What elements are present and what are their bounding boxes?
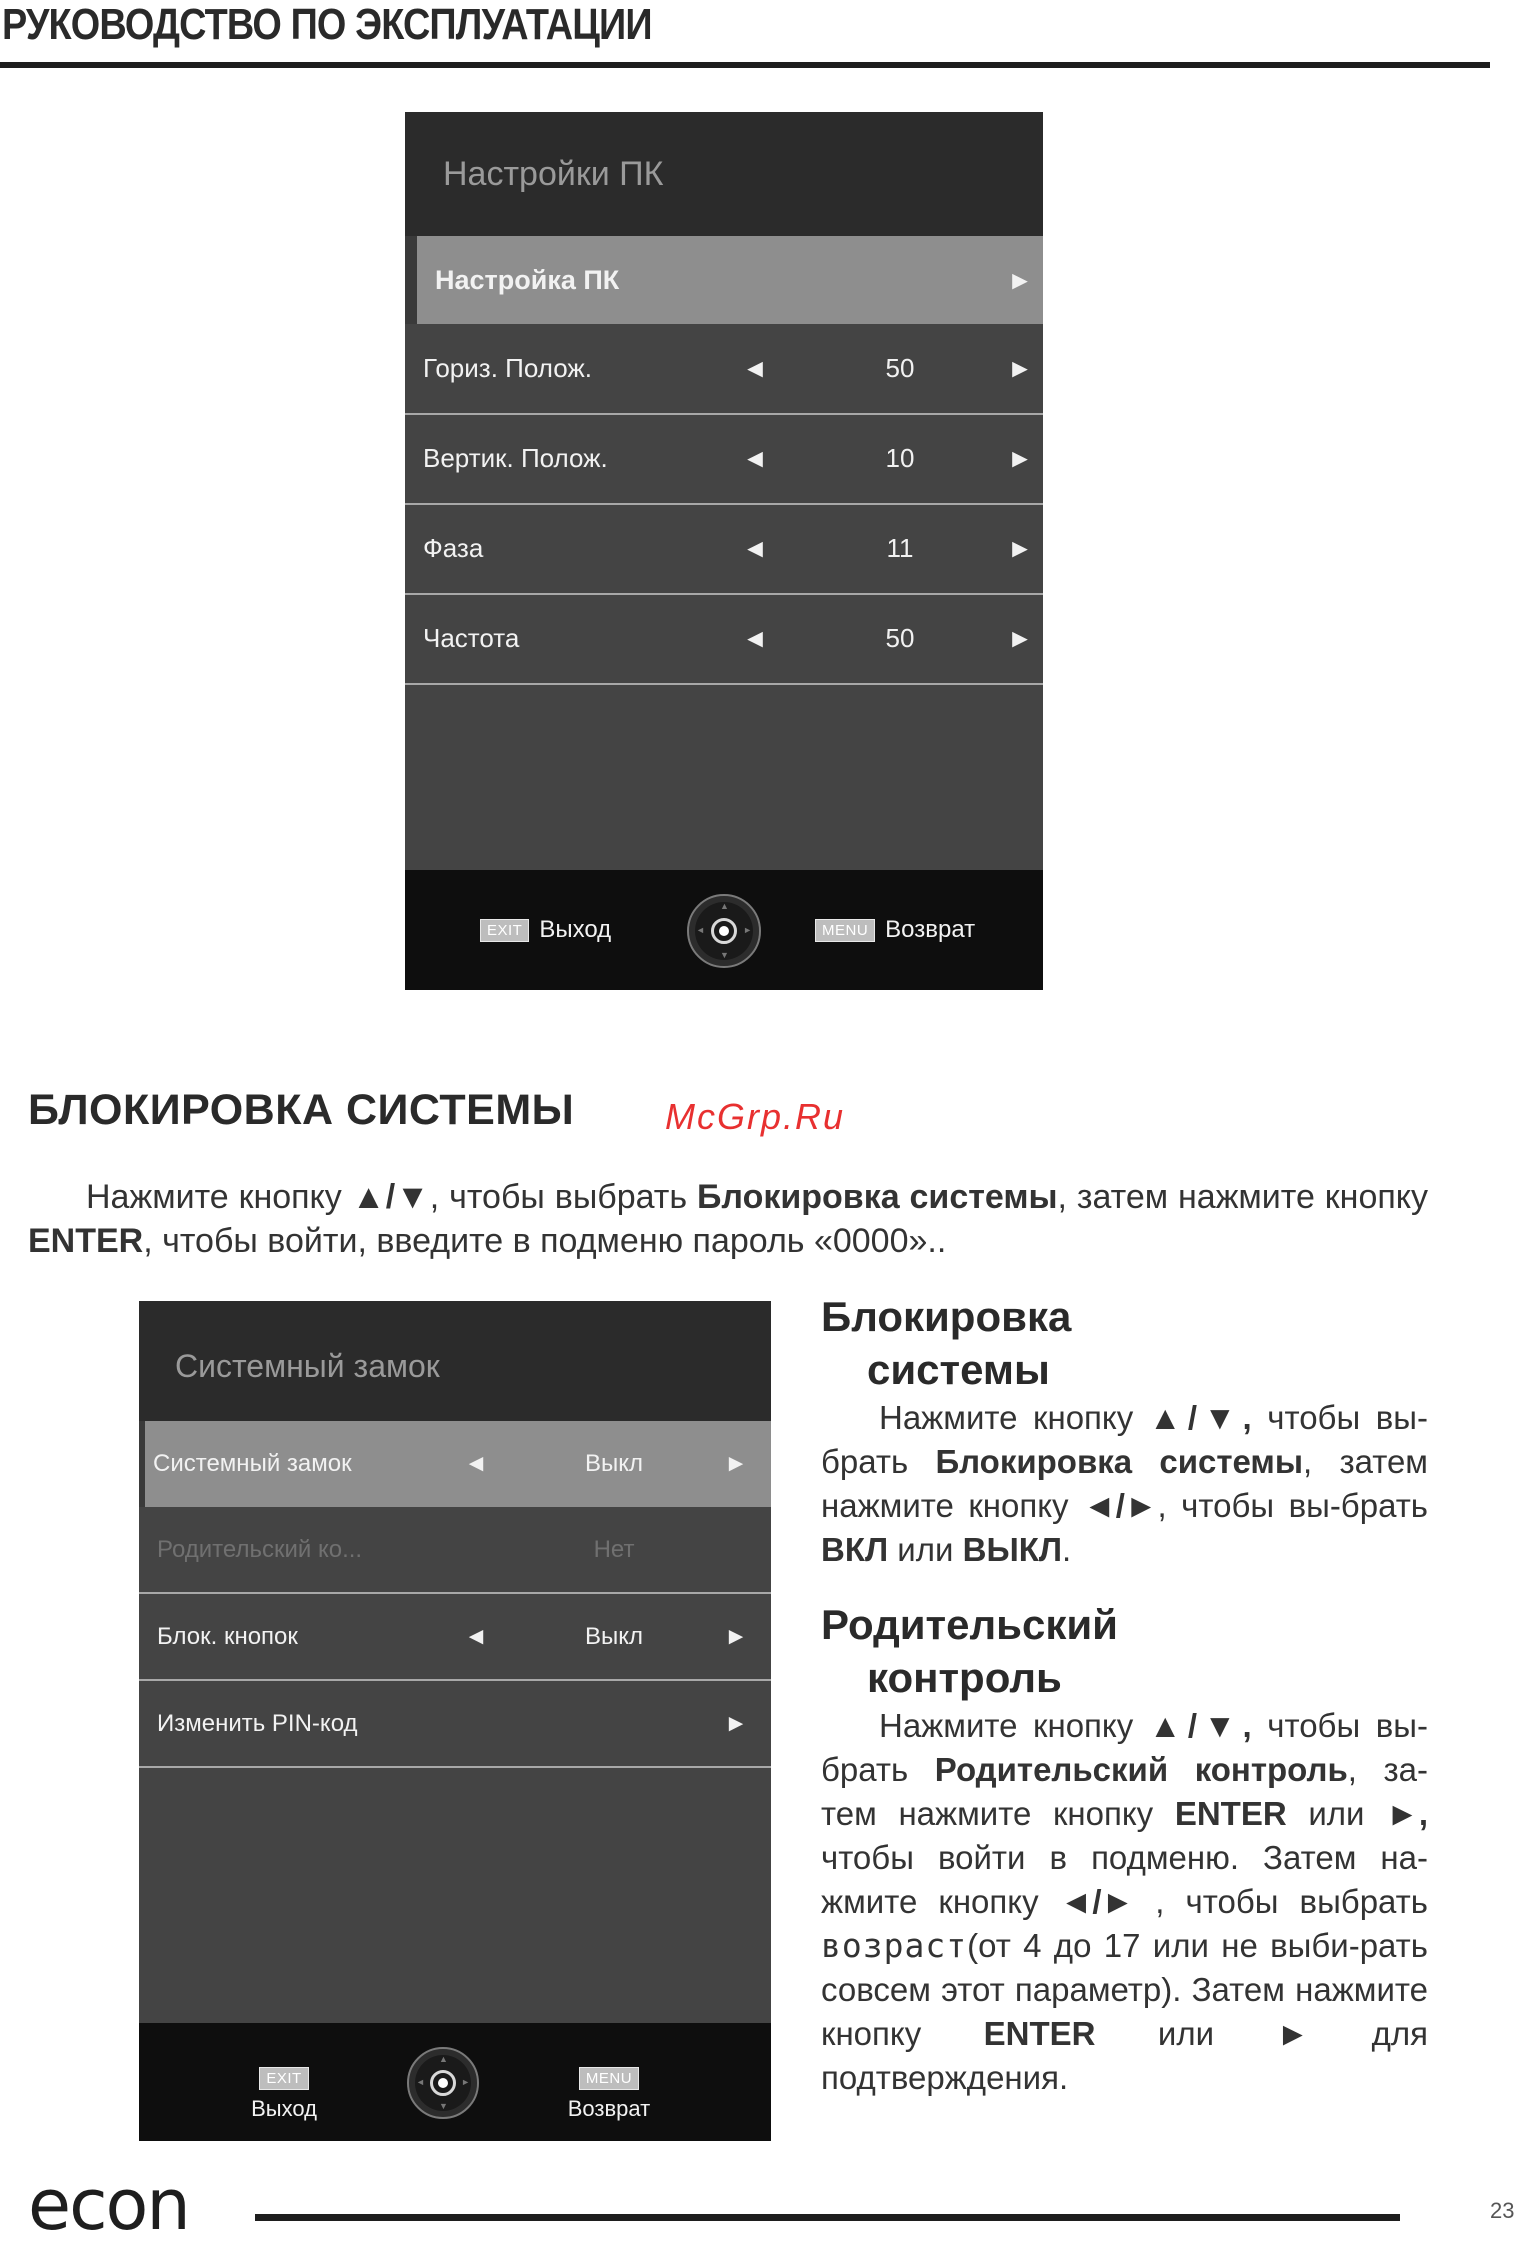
parental-description xyxy=(821,1598,1428,2100)
menu-row-system-lock[interactable] xyxy=(139,1421,771,1507)
row-value: 10 xyxy=(885,443,915,473)
econ-logo: econ xyxy=(28,2164,189,2246)
row-value: Нет xyxy=(593,1535,635,1563)
arrow-right-icon[interactable]: ► xyxy=(724,1622,748,1650)
menu-row-parental-control xyxy=(139,1507,771,1594)
menu-key-icon: MENU xyxy=(579,2067,639,2090)
page-number: 23 xyxy=(1490,2198,1515,2223)
row-label: Фаза xyxy=(423,533,484,563)
arrow-right-icon[interactable]: ► xyxy=(724,1709,748,1737)
joystick-icon: ▲ ▼ ◄ ► xyxy=(407,2047,479,2119)
menu-return-hint[interactable] xyxy=(559,2063,659,2122)
parental-heading-line2: контроль xyxy=(867,1654,1062,1701)
row-label: Родительский ко... xyxy=(157,1535,363,1563)
arrow-left-icon xyxy=(461,1681,491,1766)
exit-key-icon: EXIT xyxy=(480,919,529,942)
row-value: 50 xyxy=(885,353,915,383)
system-lock-menu xyxy=(139,1301,771,2141)
lock-heading-line2: системы xyxy=(867,1346,1050,1393)
menu-footer xyxy=(139,2023,771,2141)
menu-return-hint[interactable] xyxy=(815,916,975,944)
parental-heading-line1: Родительский xyxy=(821,1601,1118,1648)
lock-description xyxy=(821,1290,1428,1572)
exit-label: Выход xyxy=(251,2096,317,2121)
arrow-right-icon xyxy=(721,1507,751,1592)
arrow-right-icon[interactable]: ► xyxy=(1007,533,1033,563)
parental-paragraph: Нажмите кнопку ▲/▼, чтобы вы-брать Родительский контроль, за-тем нажмите кнопку ENTER или ►, чтобы войти в подменю. Затем на-жмите кнопку ◄/► , чтобы выбрать возраст(от 4 до 17 или не выби-рать совсем этот параметр). Затем нажмите кнопку ENTER или ► для подтверждения. xyxy=(821,1707,1428,2096)
exit-key-icon: EXIT xyxy=(259,2067,308,2090)
menu-row-horizontal-position[interactable] xyxy=(405,324,1043,415)
pc-settings-menu xyxy=(405,112,1043,990)
row-label: Изменить PIN-код xyxy=(157,1709,358,1737)
arrow-right-icon[interactable]: ► xyxy=(724,1450,748,1477)
menu-item-label: Настройка ПК xyxy=(435,264,620,295)
exit-hint[interactable] xyxy=(480,916,611,944)
menu-row-phase[interactable] xyxy=(405,504,1043,595)
arrow-left-icon[interactable]: ◄ xyxy=(464,1622,488,1650)
arrow-left-icon[interactable]: ◄ xyxy=(742,623,768,653)
row-value: 11 xyxy=(886,533,914,563)
return-label: Возврат xyxy=(567,2096,651,2121)
row-label: Частота xyxy=(423,623,520,653)
joystick-icon: ▲ ▼ ◄ ► xyxy=(687,894,761,968)
intro-paragraph: Нажмите кнопку ▲/▼, чтобы выбрать Блокировка системы, затем нажмите кнопку ENTER, чтобы войти, введите в подменю пароль «0000».. xyxy=(28,1178,1429,1260)
arrow-left-icon[interactable]: ◄ xyxy=(742,353,768,383)
menu-row-key-lock[interactable] xyxy=(139,1594,771,1681)
arrow-left-icon[interactable]: ◄ xyxy=(742,443,768,473)
menu-footer xyxy=(405,870,1043,990)
footer-rule xyxy=(255,2214,1400,2221)
menu-row-frequency[interactable] xyxy=(405,594,1043,685)
menu-row-vertical-position[interactable] xyxy=(405,414,1043,505)
watermark: McGrp.Ru xyxy=(665,1096,846,1137)
exit-hint[interactable] xyxy=(239,2063,329,2122)
arrow-left-icon[interactable]: ◄ xyxy=(464,1450,488,1477)
menu-key-icon: MENU xyxy=(815,919,875,942)
arrow-right-icon[interactable]: ► xyxy=(1007,353,1033,383)
row-label: Вертик. Полож. xyxy=(423,443,608,473)
menu-title: Настройки ПК xyxy=(405,112,1043,236)
row-value: Выкл xyxy=(584,1450,644,1477)
row-value xyxy=(559,1681,669,1766)
exit-label: Выход xyxy=(539,916,612,943)
row-label: Гориз. Полож. xyxy=(423,353,592,383)
lock-heading-line1: Блокировка xyxy=(821,1293,1072,1340)
page-header xyxy=(0,0,1490,68)
arrow-right-icon[interactable]: ► xyxy=(1007,443,1033,473)
arrow-right-icon: ► xyxy=(1007,264,1033,295)
row-value: 50 xyxy=(885,623,915,653)
menu-title: Системный замок xyxy=(139,1301,771,1421)
menu-item-pc-setup[interactable] xyxy=(405,236,1043,324)
arrow-left-icon xyxy=(461,1507,491,1592)
manual-title: РУКОВОДСТВО ПО ЭКСПЛУАТАЦИИ xyxy=(2,0,652,49)
menu-row-change-pin[interactable] xyxy=(139,1681,771,1768)
return-label: Возврат xyxy=(885,916,976,943)
row-label: Системный замок xyxy=(153,1450,352,1477)
lock-paragraph: Нажмите кнопку ▲/▼, чтобы вы-брать Блокировка системы, затем нажмите кнопку ◄/►, чтобы вы-брать ВКЛ или ВЫКЛ. xyxy=(821,1399,1428,1568)
section-heading: БЛОКИРОВКА СИСТЕМЫ xyxy=(28,1086,575,1134)
arrow-right-icon[interactable]: ► xyxy=(1007,623,1033,653)
row-label: Блок. кнопок xyxy=(157,1622,298,1650)
row-value: Выкл xyxy=(584,1622,644,1650)
arrow-left-icon[interactable]: ◄ xyxy=(742,533,768,563)
